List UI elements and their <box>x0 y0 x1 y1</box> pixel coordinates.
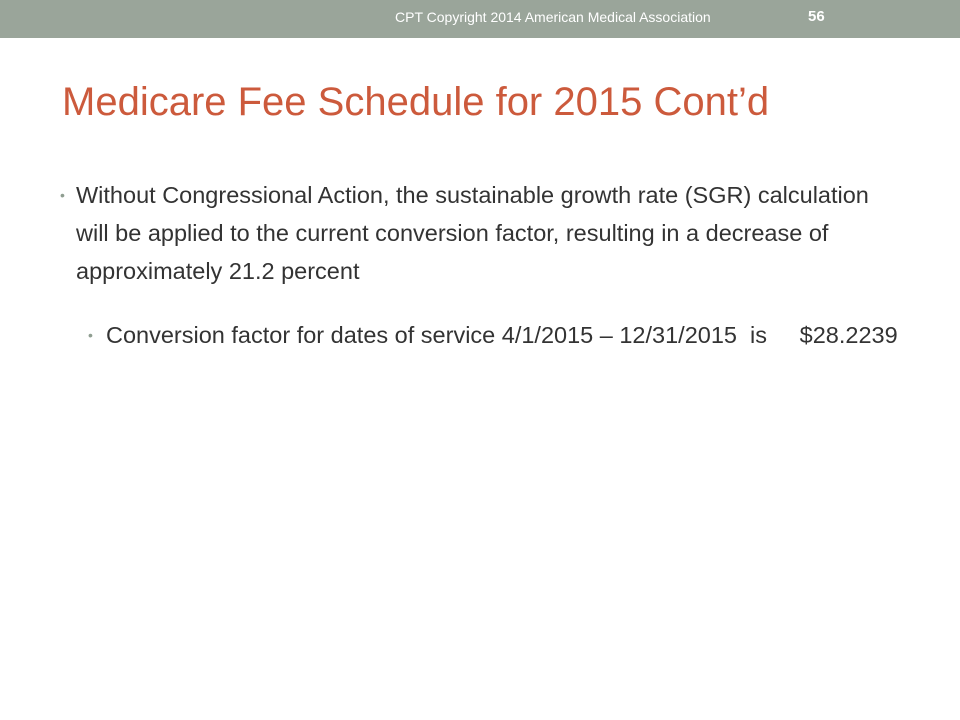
bullet-text: Without Congressional Action, the sustainable growth rate (SGR) calculation will be applied to the current conversion factor, resulting in a decrease of approximately 21.2 percent <box>76 182 869 284</box>
bullet-item-level-1 <box>58 176 908 290</box>
footer-copyright-text: CPT Copyright 2014 American Medical Association <box>395 9 711 25</box>
bullet-dot-icon: • <box>88 327 93 343</box>
bullet-dot-icon: • <box>60 187 65 203</box>
bullet-item-level-2 <box>58 316 908 354</box>
slide-number: 56 <box>808 8 825 25</box>
slide-title: Medicare Fee Schedule for 2015 Cont’d <box>62 80 770 124</box>
slide-content <box>58 176 908 354</box>
top-bar <box>0 0 960 38</box>
bullet-text: Conversion factor for dates of service 4/1/2015 – 12/31/2015 is $28.2239 <box>106 322 898 348</box>
